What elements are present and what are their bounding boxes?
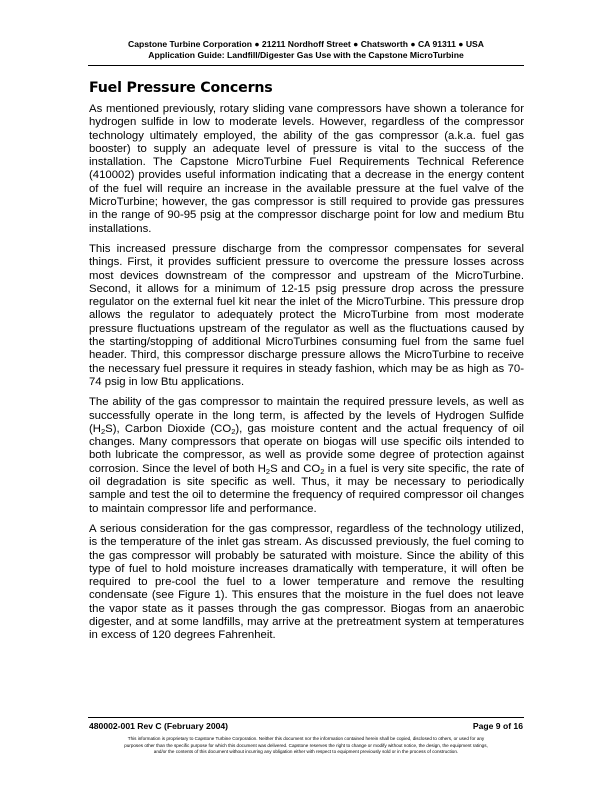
proprietary-notice	[89, 736, 523, 756]
paragraph-3-text: S), Carbon Dioxide (CO	[105, 422, 232, 435]
paragraph-3-text: S and CO	[270, 462, 321, 475]
paragraph-4: A serious consideration for the gas compressor, regardless of the technology utilized, is the temperature of the inlet gas stream. As discussed previously, the fuel coming to the gas compressor will probably be saturated with moisture. Since the ability of this type of fuel to hold moisture increases dramatically with temperature, it will often be required to pre-cool the fuel to a lower temperature and remove the resulting condensate (see Figure 1). This ensures that the moisture in the fuel does not leave the vapor state as it passes through the gas compressor. Biogas from an anaerobic digester, and at some landfills, may arrive at the pretreatment system at temperatures in excess of 120 degrees Fahrenheit.	[89, 522, 524, 642]
paragraph-3-text: in a fuel is very site specific, the rate of oil degradation is site specific as well. Thus, it may be necessary to periodically sample and test the oil to determine the frequency of required compressor oil changes to maintain compressor life and performance.	[89, 462, 524, 515]
notice-line: purposes other than the specific purpose for which this document was delivered. Capstone reserves the right to change or modify without notice, the design, the equipment ratings,	[124, 742, 488, 748]
page-header	[0, 39, 612, 61]
paragraph-1: As mentioned previously, rotary sliding vane compressors have shown a tolerance for hydrogen sulfide in low to moderate levels. However, regardless of the compressor technology ultimately employed, the ability of the gas compressor (a.k.a. fuel gas booster) to supply an adequate level of pressure is vital to the success of the installation. The Capstone MicroTurbine Fuel Requirements Technical Reference (410002) provides useful information indicating that a decrease in the energy content of the fuel will require an increase in the available pressure at the fuel valve of the MicroTurbine; however, the gas compressor is still required to provide gas pressures in the range of 90-95 psig at the compressor discharge point for low and medium Btu installations.	[89, 103, 524, 235]
paragraph-3-text: The ability of the gas compressor to maintain the required pressure levels, as well as successfully operate in the long term, is affected by the levels of Hydrogen Sulfide (H	[89, 396, 524, 435]
paragraph-3	[89, 396, 524, 516]
paragraph-3-text: ), gas moisture content and the actual frequency of oil changes. Many compressors that operate on biogas will use specific oils intended to both lubricate the compressor, as well as provide some degree of protection against corrosion. Since the level of both H	[89, 422, 524, 475]
subscript: 2	[100, 426, 106, 436]
subscript: 2	[231, 426, 236, 436]
notice-line: This information is proprietary to Capstone Turbine Corporation. Neither this document nor the information contained herein shall be copied, disclosed to others, or used for any	[127, 736, 485, 741]
page-footer	[89, 721, 523, 732]
notice-line: and/or the contents of this document without incurring any obligation either with respect to equipment previously sold or in the process of construction.	[153, 749, 459, 755]
paragraph-2: This increased pressure discharge from the compressor compensates for several things. First, it provides sufficient pressure to overcome the pressure losses across most devices downstream of the compressor and upstream of the MicroTurbine. Second, it allows for a minimum of 12-15 psig pressure drop across the pressure regulator on the external fuel kit near the inlet of the MicroTurbine. This pressure drop allows the regulator to adequately protect the MicroTurbine from most moderate pressure fluctuations upstream of the regulator as well as the fluctuations caused by the starting/stopping of additional MicroTurbines consuming fuel from the same fuel header. Third, this compressor discharge pressure allows the MicroTurbine to receive the necessary fuel pressure it requires in steady fashion, which may be as high as 70-74 psig in low Btu applications.	[89, 242, 524, 388]
header-company-line: Capstone Turbine Corporation ● 21211 Nordhoff Street ● Chatsworth ● CA 91311 ● USA	[128, 39, 484, 49]
subscript: 2	[265, 466, 271, 476]
subscript: 2	[320, 466, 325, 476]
document-body	[89, 80, 524, 650]
document-id: 480002-001 Rev C (February 2004)	[89, 721, 229, 731]
header-divider	[88, 65, 524, 66]
page-number: Page 9 of 16	[472, 721, 523, 731]
footer-divider	[88, 717, 524, 718]
section-title: Fuel Pressure Concerns	[89, 80, 273, 96]
header-guide-title: Application Guide: Landfill/Digester Gas Use with the Capstone MicroTurbine	[148, 50, 464, 60]
